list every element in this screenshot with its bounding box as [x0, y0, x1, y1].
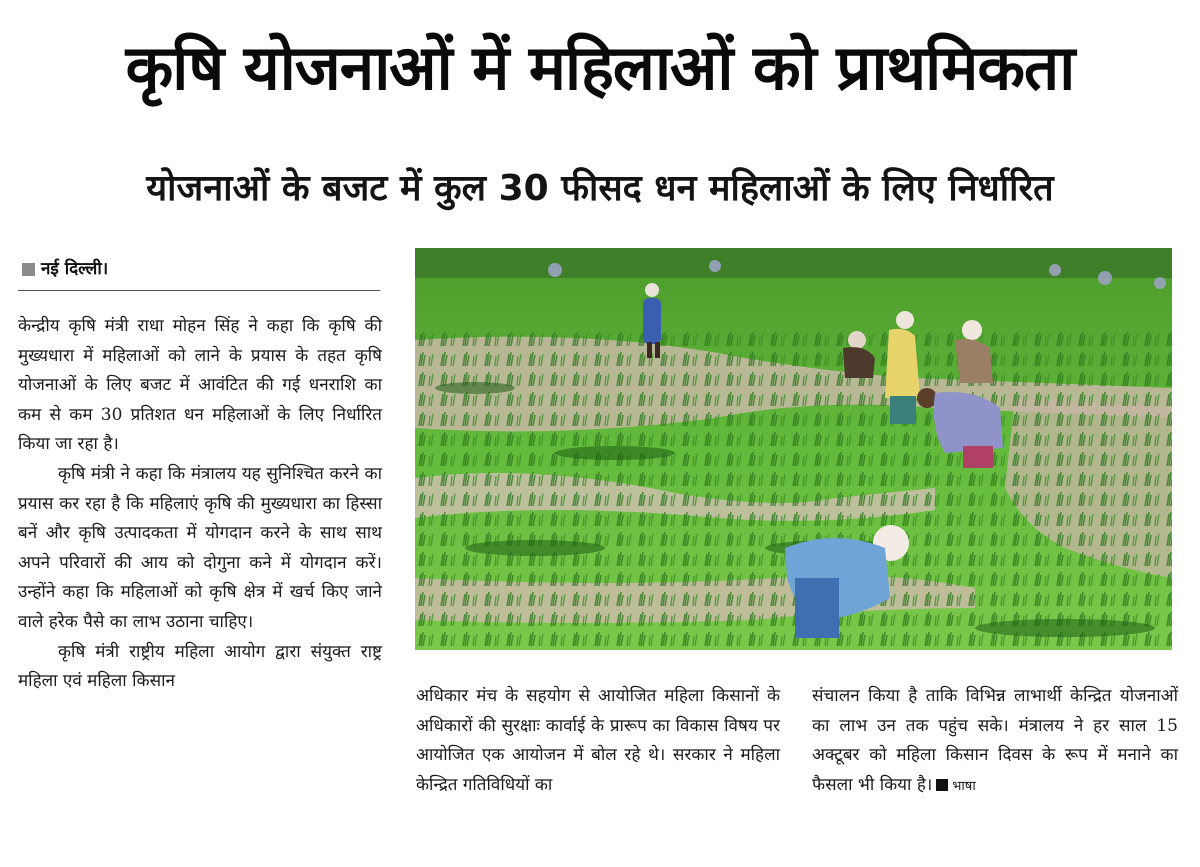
dateline: [22, 254, 108, 284]
paragraph-2: कृषि मंत्री ने कहा कि मंत्रालय यह सुनिश्चित करने का प्रयास कर रहा है कि महिलाएं कृषि की मुख्यधारा का हिस्सा बनें और कृषि उत्पादकता में योगदान करने के साथ साथ अपने परिवारों की आय को दोगुना कने में योगदान करें। उन्होंने कहा कि महिलाओं को कृषि क्षेत्र में खर्च किए जाने वाले हरेक पैसे का लाभ उठाना चाहिए।: [18, 463, 382, 632]
farm-photo: [415, 248, 1172, 650]
subheadline: योजनाओं के बजट में कुल 30 फीसद धन महिलाओं के लिए निर्धारित: [146, 168, 1054, 209]
headline: कृषि योजनाओं में महिलाओं को प्राथमिकता: [125, 31, 1075, 104]
column-3: [812, 682, 1178, 801]
paragraph-5: [812, 682, 1178, 801]
paragraph-3: कृषि मंत्री राष्ट्रीय महिला आयोग द्वारा संयुक्त राष्ट्र महिला एवं महिला किसान: [18, 641, 382, 692]
byline-square-icon: [936, 779, 948, 791]
agency-credit: भाषा: [952, 778, 976, 794]
dateline-rule: [18, 290, 380, 291]
paragraph-4: अधिकार मंच के सहयोग से आयोजित महिला किसानों के अधिकारों की सुरक्षाः कार्वाई के प्रारूप का विकास विषय पर आयोजित एक आयोजन में बोल रहे थे। सरकार ने महिला केन्द्रित गतिविधियों का: [416, 686, 780, 795]
paragraph-5-text: संचालन किया है ताकि विभिन्न लाभार्थी केन्द्रित योजनाओं का लाभ उन तक पहुंच सके। मंत्रालय ने हर साल 15 अक्टूबर को महिला किसान दिवस के रूप में मनाने का फैसला भी किया है।: [812, 686, 1178, 795]
dateline-square-icon: [22, 263, 35, 276]
column-2: [416, 682, 780, 800]
farm-photo-icon: [415, 248, 1172, 650]
paragraph-1: केन्द्रीय कृषि मंत्री राधा मोहन सिंह ने कहा कि कृषि की मुख्यधारा में महिलाओं को लाने के प्रयास के तहत कृषि योजनाओं के लिए बजट में आवंटित की गई धनराशि का कम से कम 30 प्रतिशत धन महिलाओं के लिए निर्धारित किया जा रहा है।: [18, 316, 382, 455]
dateline-text: नई दिल्ली।: [41, 259, 109, 279]
column-1: [18, 312, 382, 697]
